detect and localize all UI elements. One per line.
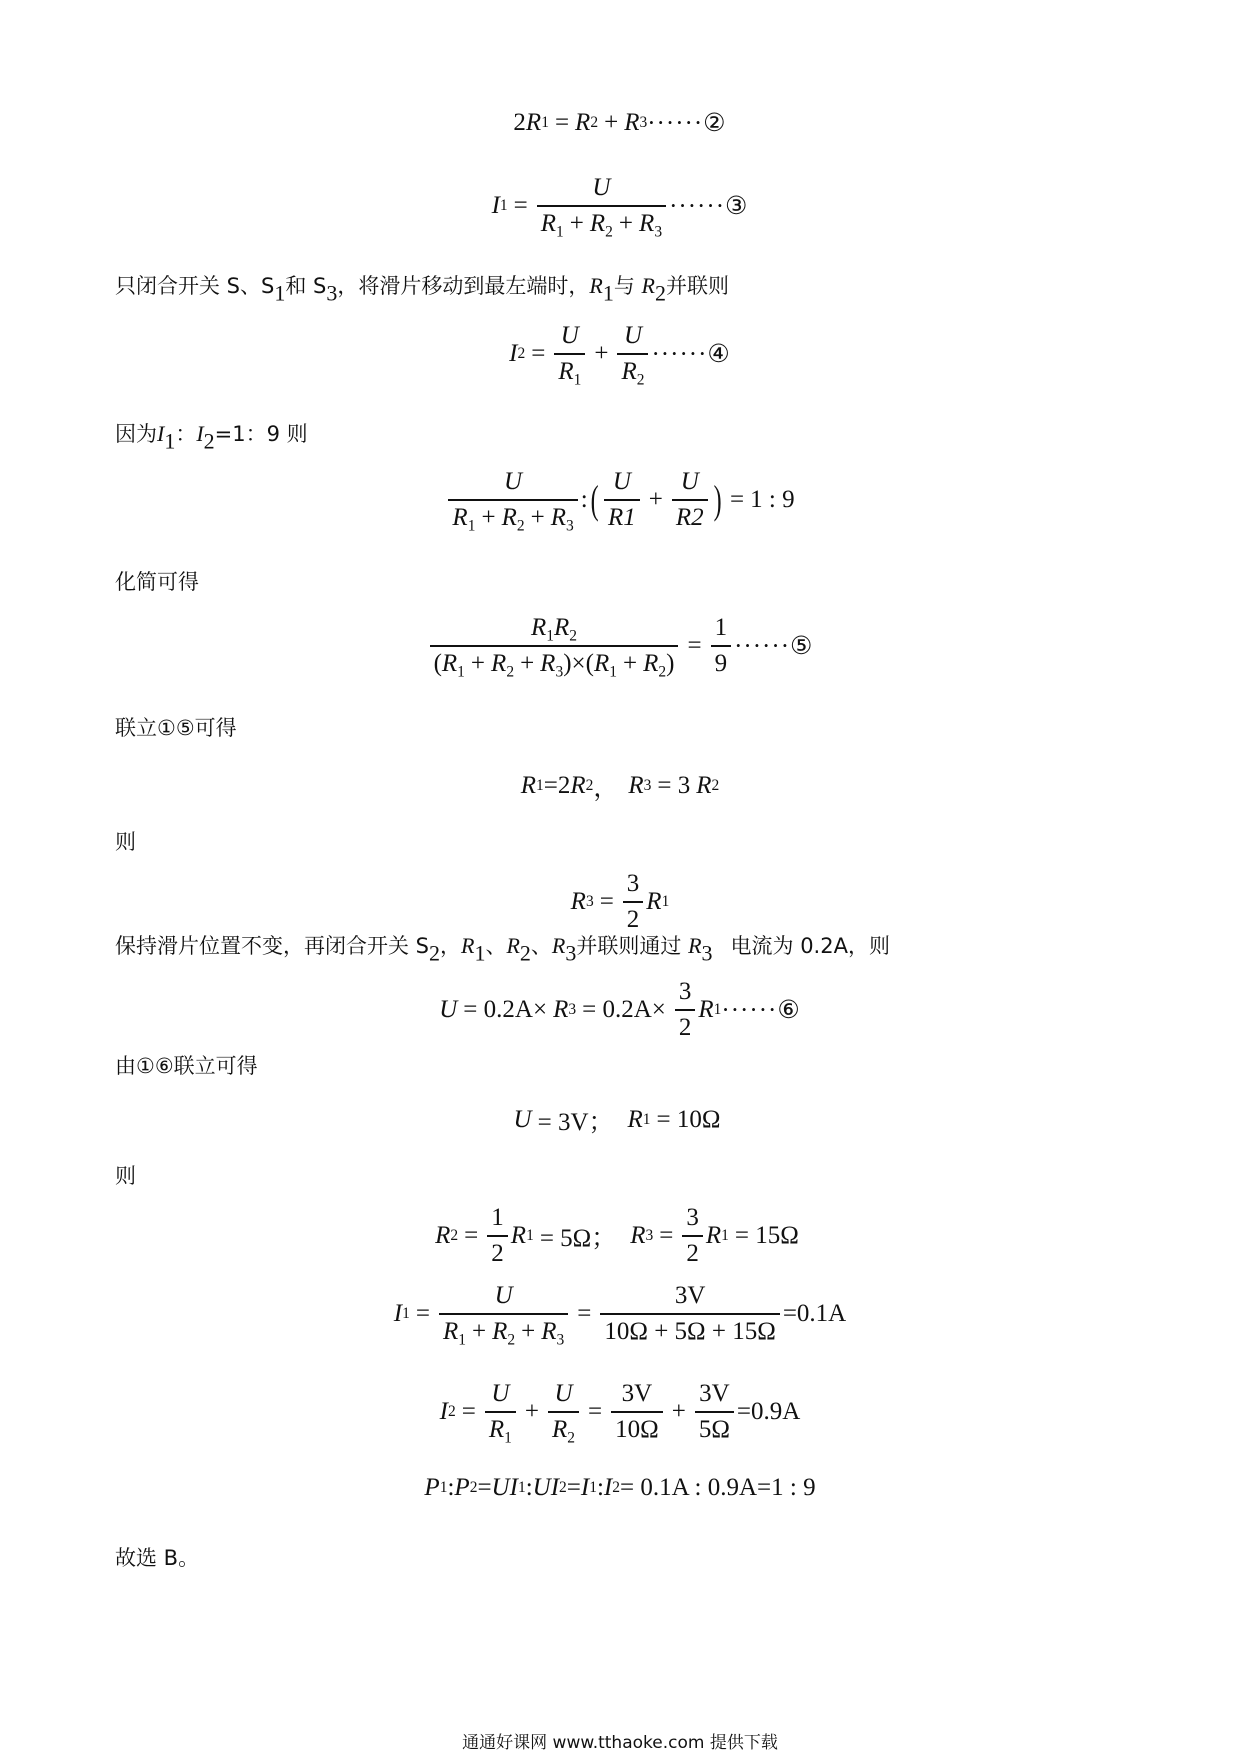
equation-power-ratio: P 1 : P 2 = UI 1 : UI 2 = I 1 : I 2 = 0.1A : 0.9A=1 : 9 <box>424 1474 816 1501</box>
equation-r3: R 3 = $\frac{3}{2}$ R 1 <box>570 870 670 933</box>
text-line-hold-slider: 保持滑片位置不变，再闭合开关 $S_2$，$R_1$、$R_2$、$R_3$并联则通过 $R_3$ 电流为 0.2A，则 <box>115 933 890 966</box>
equation-6: U = 0.2A× R 3 = 0.2A× $\frac{3}{2}$ R 1 ······⑥ <box>439 978 801 1041</box>
equation-r-relations: R 1 =2 R 2 ， R 3 = 3 R 2 <box>520 772 720 802</box>
equation-ratio: U $R_1 + R_2 + R_3$ : ( U R1 + $\frac{U}{R2}$ ) = 1 : 9 <box>0 468 1240 533</box>
footer-credit: 通通好课网 www.tthaoke.com 提供下载 <box>462 1733 778 1753</box>
text-line-then-2: 则 <box>115 1164 136 1188</box>
equation-i2-value: I 2 = $\frac{U}{R_1}$ + $\frac{U}{R_2}$ = $\frac{3V}{10\Omega}$ + $\frac{3V}{5\Omega}$ =0.9A <box>439 1380 801 1447</box>
equation-3: I 1 = $\frac{U}{R_1 + R_2 + R_3}$ ······③ <box>491 174 749 241</box>
equation-u-r1: U = 3V； R 1 = 10Ω <box>513 1106 721 1136</box>
equation-4: I 2 = $\frac{U}{R_1}$ + $\frac{U}{R_2}$ ······④ <box>509 322 731 389</box>
text-line-ratio: 因为$I_1$：$I_2=1$：9 则 <box>115 421 308 454</box>
answer-line: 故选 B。 <box>115 1546 200 1570</box>
text-line-then-1: 则 <box>115 830 136 854</box>
equation-i1-value: I 1 = $\frac{U}{R_1 + R_2 + R_3}$ = $\frac{3V}{10\Omega + 5\Omega + 15\Omega}$ =0.1A <box>393 1282 847 1349</box>
equation-r2-r3-values: R 2 = $\frac{1}{2}$ R 1 = 5Ω； R 3 = $\frac{3}{2}$ R 1 = 15Ω <box>435 1204 799 1267</box>
text-line-switch-state: 只闭合开关 S、$S_1$和 $S_3$，将滑片移动到最左端时，$R_1$与 $R_2$并联则 <box>115 273 729 306</box>
text-line-derive: 由①⑥联立可得 <box>115 1054 258 1078</box>
equation-2: 2 R 1 = R 2 + R 3 ······② <box>513 109 727 137</box>
text-line-simplify: 化简可得 <box>115 570 199 594</box>
text-line-combine: 联立①⑤可得 <box>115 716 237 740</box>
equation-5: $\frac{R_1R_2}{(R_1 + R_2 + R_3)\times(R_1 + R_2)}$ = $\frac{1}{9}$ ······⑤ <box>0 614 1240 679</box>
